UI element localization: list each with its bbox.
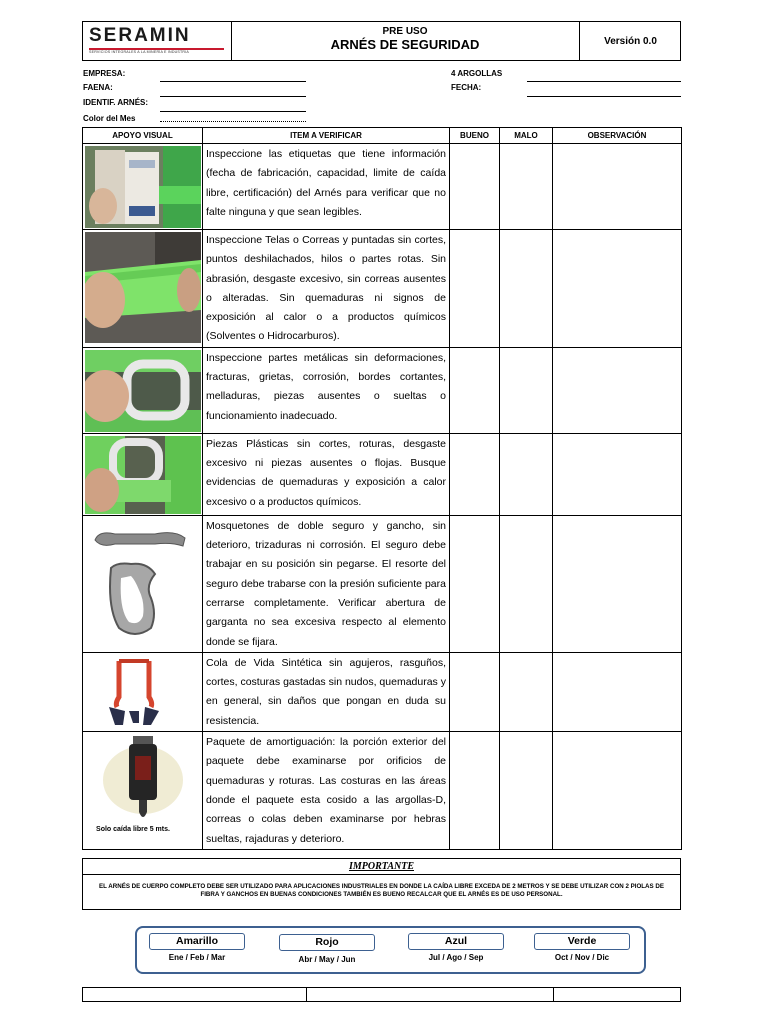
malo-checkbox[interactable]: [500, 347, 553, 433]
table-row: [83, 144, 682, 230]
logo-text: SERAMIN: [89, 25, 191, 46]
malo-checkbox[interactable]: [500, 732, 553, 850]
importante-box: [82, 858, 681, 910]
visual-cell: [83, 347, 203, 433]
color-chip-rojo: Rojo: [279, 934, 375, 951]
identif-label: IDENTIF. ARNÉS:: [83, 98, 149, 107]
observacion-field[interactable]: [553, 652, 682, 731]
observacion-field[interactable]: [553, 515, 682, 652]
color-chip-amarillo: Amarillo: [149, 933, 245, 950]
empresa-label: EMPRESA:: [83, 69, 126, 78]
fecha-label: FECHA:: [451, 83, 482, 92]
header-item-verificar: ITEM A VERIFICAR: [203, 128, 450, 144]
carabiner-hook-photo: [85, 518, 201, 647]
visual-cell: [83, 144, 203, 230]
malo-checkbox[interactable]: [500, 652, 553, 731]
faena-field[interactable]: [160, 96, 306, 97]
color-chip-verde: Verde: [534, 933, 630, 950]
header-observacion: OBSERVACIÓN: [553, 128, 682, 144]
malo-checkbox[interactable]: [500, 515, 553, 652]
item-text: Piezas Plásticas sin cortes, roturas, desgaste excesivo ni piezas ausentes o flojas. Busque evidencias de quemaduras y exposición a calor excesivo o a productos químicos.: [203, 433, 450, 515]
table-header-row: [83, 128, 682, 144]
empresa-field[interactable]: [160, 81, 306, 82]
observacion-field[interactable]: [553, 230, 682, 348]
importante-title: [83, 860, 680, 875]
observacion-field[interactable]: [553, 732, 682, 850]
observacion-field[interactable]: [553, 144, 682, 230]
table-row: [83, 347, 682, 433]
color-mes-field[interactable]: [160, 121, 306, 122]
argollas-field[interactable]: [527, 81, 681, 82]
version-label: Versión 0.0: [579, 22, 681, 60]
months-azul: Jul / Ago / Sep: [428, 953, 484, 962]
malo-checkbox[interactable]: [500, 433, 553, 515]
visual-cell: [83, 230, 203, 348]
header-bueno: BUENO: [450, 128, 500, 144]
table-row: [83, 515, 682, 652]
observacion-field[interactable]: [553, 347, 682, 433]
argollas-label: 4 ARGOLLAS: [451, 69, 503, 78]
inspection-table: [82, 127, 682, 850]
harness-label-photo: [85, 146, 201, 228]
company-logo: [89, 25, 224, 54]
header-malo: MALO: [500, 128, 553, 144]
bueno-checkbox[interactable]: [450, 144, 500, 230]
bueno-checkbox[interactable]: [450, 230, 500, 348]
free-fall-caption: Solo caída libre 5 mts.: [96, 826, 170, 834]
bueno-checkbox[interactable]: [450, 347, 500, 433]
months-verde: Oct / Nov / Dic: [554, 953, 610, 962]
title-cell: [231, 22, 579, 60]
malo-checkbox[interactable]: [500, 230, 553, 348]
shock-absorber-photo: [85, 734, 201, 826]
header-apoyo-visual: APOYO VISUAL: [83, 128, 203, 144]
item-text: Inspeccione las etiquetas que tiene información (fecha de fabricación, capacidad, limite de caída libre, certificación) del Arnés para verificar que no falte ninguna y que sean legibles.: [203, 144, 450, 230]
months-amarillo: Ene / Feb / Mar: [168, 953, 226, 962]
table-row: [83, 230, 682, 348]
observacion-field[interactable]: [553, 433, 682, 515]
visual-cell: [83, 652, 203, 731]
logo-tagline: SERVICIOS INTEGRALES A LA MINERÍA E INDUSTRIA: [89, 50, 190, 54]
document-header: [82, 21, 681, 61]
signature-row: [82, 987, 681, 1002]
item-text: Mosquetones de doble seguro y gancho, sin deterioro, trizaduras ni corrosión. El seguro debe trabajar en su posición sin pegarse. El resorte del seguro debe trabarse con la presión suficiente para cerrarse completamente. Verificar abertura de garganta no sea excesiva respecto al elemento donde se fijara.: [203, 515, 450, 652]
bueno-checkbox[interactable]: [450, 652, 500, 731]
webbing-strap-photo: [85, 232, 201, 343]
item-text: Inspeccione partes metálicas sin deformaciones, fracturas, grietas, corrosión, bordes cortantes, melladuras, piezas ausentes o sueltas o funcionamiento inadecuado.: [203, 347, 450, 433]
color-of-month-legend: [135, 926, 646, 974]
table-row: [83, 433, 682, 515]
item-text: Paquete de amortiguación: la porción exterior del paquete debe examinarse por orificios de quemaduras y roturas. Las costuras en las áreas donde el paquete esta cosido a las argollas-D, correas o colas deben examinarse por hebras sueltas, rajaduras y deterioro.: [203, 732, 450, 850]
malo-checkbox[interactable]: [500, 144, 553, 230]
importante-title-text: IMPORTANTE: [348, 861, 414, 872]
plastic-parts-photo: [85, 436, 201, 514]
signature-cell[interactable]: [306, 988, 554, 1001]
bueno-checkbox[interactable]: [450, 433, 500, 515]
months-rojo: Abr / May / Jun: [298, 955, 356, 964]
visual-cell: [83, 433, 203, 515]
page-title: ARNÉS DE SEGURIDAD: [330, 37, 480, 52]
metal-d-ring-photo: [85, 350, 201, 432]
color-mes-label: Color del Mes: [83, 114, 136, 123]
lanyard-photo: [85, 655, 201, 730]
visual-cell: [83, 732, 203, 850]
faena-label: FAENA:: [83, 83, 113, 92]
table-row: [83, 652, 682, 731]
visual-cell: [83, 515, 203, 652]
bueno-checkbox[interactable]: [450, 732, 500, 850]
color-chip-azul: Azul: [408, 933, 504, 950]
logo-cell: [83, 22, 232, 60]
item-text: Cola de Vida Sintética sin agujeros, rasguños, cortes, costuras gastadas sin nudos, quemaduras y en general, sin daños que pongan en duda su resistencia.: [203, 652, 450, 731]
pre-title: PRE USO: [382, 26, 428, 37]
item-text: Inspeccione Telas o Correas y puntadas sin cortes, puntos deshilachados, hilos o partes rotas. Sin abrasión, desgaste excesivo, sin correas ausentes o alteradas. Sin quemaduras ni signos de exposición al calor o a productos químicos (Solventes o Hidrocarburos).: [203, 230, 450, 348]
fecha-field[interactable]: [527, 96, 681, 97]
signature-cell[interactable]: [83, 988, 307, 1001]
identif-field[interactable]: [160, 111, 306, 112]
table-row: [83, 732, 682, 850]
bueno-checkbox[interactable]: [450, 515, 500, 652]
importante-text: EL ARNÉS DE CUERPO COMPLETO DEBE SER UTILIZADO PARA APLICACIONES INDUSTRIALES EN DONDE LA CAÍDA LIBRE EXCEDA DE 2 METROS Y SE DEBE UTILIZAR CON 2 PIOLAS DE FIBRA Y GANCHOS EN BUENAS CONDICIONES TAMBIÉN ES BUENO RECALCAR QUE EL ARNÉS ES DE USO PERSONAL.: [99, 883, 664, 898]
